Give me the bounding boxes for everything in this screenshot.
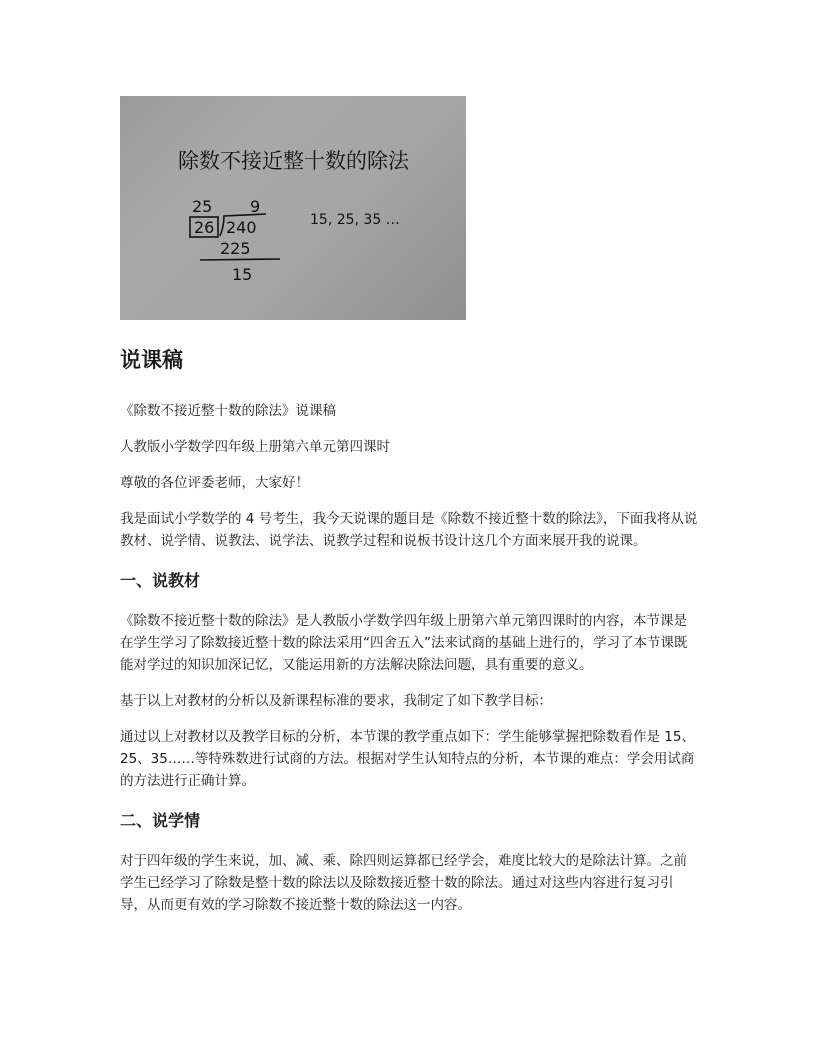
paragraph-key-points: 通过以上对教材以及教学目标的分析，本节课的教学重点如下：学生能够掌握把除数看作是 15、25、35……等特殊数进行试商的方法。根据对学生认知特点的分析，本节课的难点：学会用试商的方法进行正确计算。 <box>120 729 695 789</box>
section-heading-students: 二、说学情 <box>120 811 201 830</box>
photo-quotient: 9 <box>250 197 261 216</box>
paragraph-textbook-analysis: 《除数不接近整十数的除法》是人教版小学数学四年级上册第六单元第四课时的内容，本节课是在学生学习了除数接近整十数的除法采用“四舍五入”法来试商的基础上进行的，学习了本节课既能对学过的知识加深记忆，又能运用新的方法解决除法问题，具有重要的意义。 <box>120 613 688 673</box>
photo-heading: 除数不接近整十数的除法 <box>178 149 409 173</box>
subtraction-line <box>200 259 280 260</box>
paragraph-greeting: 尊敬的各位评委老师，大家好！ <box>120 475 309 491</box>
photo-product: 225 <box>220 239 251 258</box>
handwriting-drawing <box>120 96 466 320</box>
section-heading-textbook: 一、说教材 <box>120 571 201 590</box>
paragraph-textbook-info: 人教版小学数学四年级上册第六单元第四课时 <box>120 439 390 455</box>
paragraph-intro: 我是面试小学数学的 4 号考生，我今天说课的题目是《除数不接近整十数的除法》，下面我将从说教材、说学情、说教法、说学法、说教学过程和说板书设计这几个方面来展开我的说课。 <box>120 511 698 549</box>
photo-quotient-estimate: 25 <box>192 197 213 216</box>
photo-remainder: 15 <box>232 265 253 284</box>
paragraph-objectives: 基于以上对教材的分析以及新课程标准的要求，我制定了如下教学目标： <box>120 693 552 709</box>
handwritten-photo <box>120 96 466 320</box>
paragraph-student-analysis: 对于四年级的学生来说，加、减、乘、除四则运算都已经学会，难度比较大的是除法计算。之前学生已经学习了除数是整十数的除法以及除数接近整十数的除法。通过对这些内容进行复习引导，从而更有效的学习除数不接近整十数的除法这一内容。 <box>120 853 687 913</box>
photo-dividend: 240 <box>226 218 257 237</box>
document-body <box>120 340 700 930</box>
photo-examples: 15, 25, 35 … <box>310 212 400 228</box>
photo-divisor: 26 <box>194 218 215 237</box>
page-title: 说课稿 <box>120 348 183 372</box>
paragraph-course-title: 《除数不接近整十数的除法》说课稿 <box>120 403 336 419</box>
